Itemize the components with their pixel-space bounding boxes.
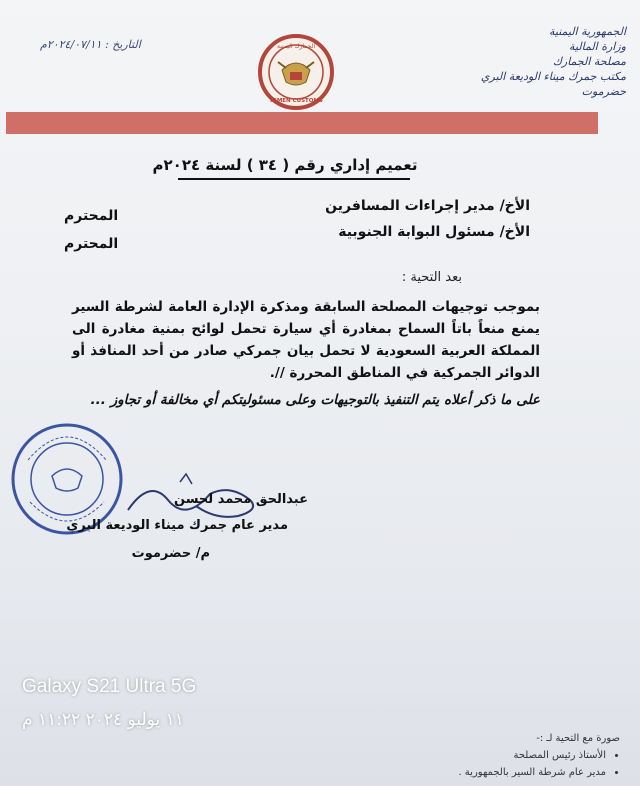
device-watermark: Galaxy S21 Ultra 5G xyxy=(22,676,197,697)
honorific-1: المحترم xyxy=(64,208,119,224)
signatory-position: مدير عام جمرك ميناء الوديعة البري xyxy=(66,518,288,533)
honorific-2: المحترم xyxy=(64,236,119,252)
recipient-line-1: الأخ/ مدير إجراءات المسافرين xyxy=(325,198,530,214)
signatory-location: م/ حضرموت xyxy=(131,546,210,561)
circular-body: بموجب توجيهات المصلحة السابقة ومذكرة الإدارة العامة لشرطة السير يمنع منعاً باتاً السماح بمغادرة أي سيارة تحمل لوائح بمنية مغادرة الى المملكة العربية السعودية لا تحمل بيان جمركي صادر من أحد المنافذ أو الدوائر الجمركية في المناطق المحررة //. xyxy=(72,299,540,381)
document-date: التاريخ : ٢٠٢٤/٠٧/١١م xyxy=(40,38,141,51)
copies-list xyxy=(390,747,620,781)
greeting: بعد التحية : xyxy=(401,270,462,285)
header-red-bar xyxy=(6,112,598,134)
letterhead-line-3: مصلحة الجمارك xyxy=(552,55,626,68)
circular-title: تعميم إداري رقم ( ٣٤ ) لسنة ٢٠٢٤م xyxy=(152,156,418,174)
yemen-customs-logo xyxy=(256,32,336,112)
recipient-line-2: الأخ/ مسئول البوابة الجنوبية xyxy=(338,224,530,240)
letterhead-right xyxy=(436,24,626,99)
copies-section xyxy=(390,730,620,781)
letterhead-line-1: الجمهورية اليمنية xyxy=(548,25,626,38)
letterhead-line-2: وزارة المالية xyxy=(569,40,626,53)
logo-english-text: YEMEN CUSTOMS xyxy=(269,98,323,104)
title-underline xyxy=(178,178,410,180)
signatory-name: عبدالحق محمد لحسن xyxy=(174,492,308,507)
datetime-watermark: ١١ يوليو ٢٠٢٤ ١١:٢٢ م xyxy=(22,710,184,730)
letterhead-line-4: مكتب جمرك ميناء الوديعة البري xyxy=(480,70,626,83)
closing-line: على ما ذكر أعلاه يتم التنفيذ بالتوجيهات وعلى مسئوليتكم أي مخالفة أو تجاوز ... xyxy=(90,392,540,408)
copies-heading: صورة مع التحية لـ :- xyxy=(536,733,620,744)
copies-item-1: • الأستاذ رئيس المصلحة xyxy=(390,747,606,764)
logo-arabic-text: الجمارك اليمنية xyxy=(276,43,316,50)
letterhead-line-5: حضرموت xyxy=(581,85,626,98)
copies-item-2: • مدير عام شرطة السير بالجمهورية . xyxy=(390,764,606,781)
